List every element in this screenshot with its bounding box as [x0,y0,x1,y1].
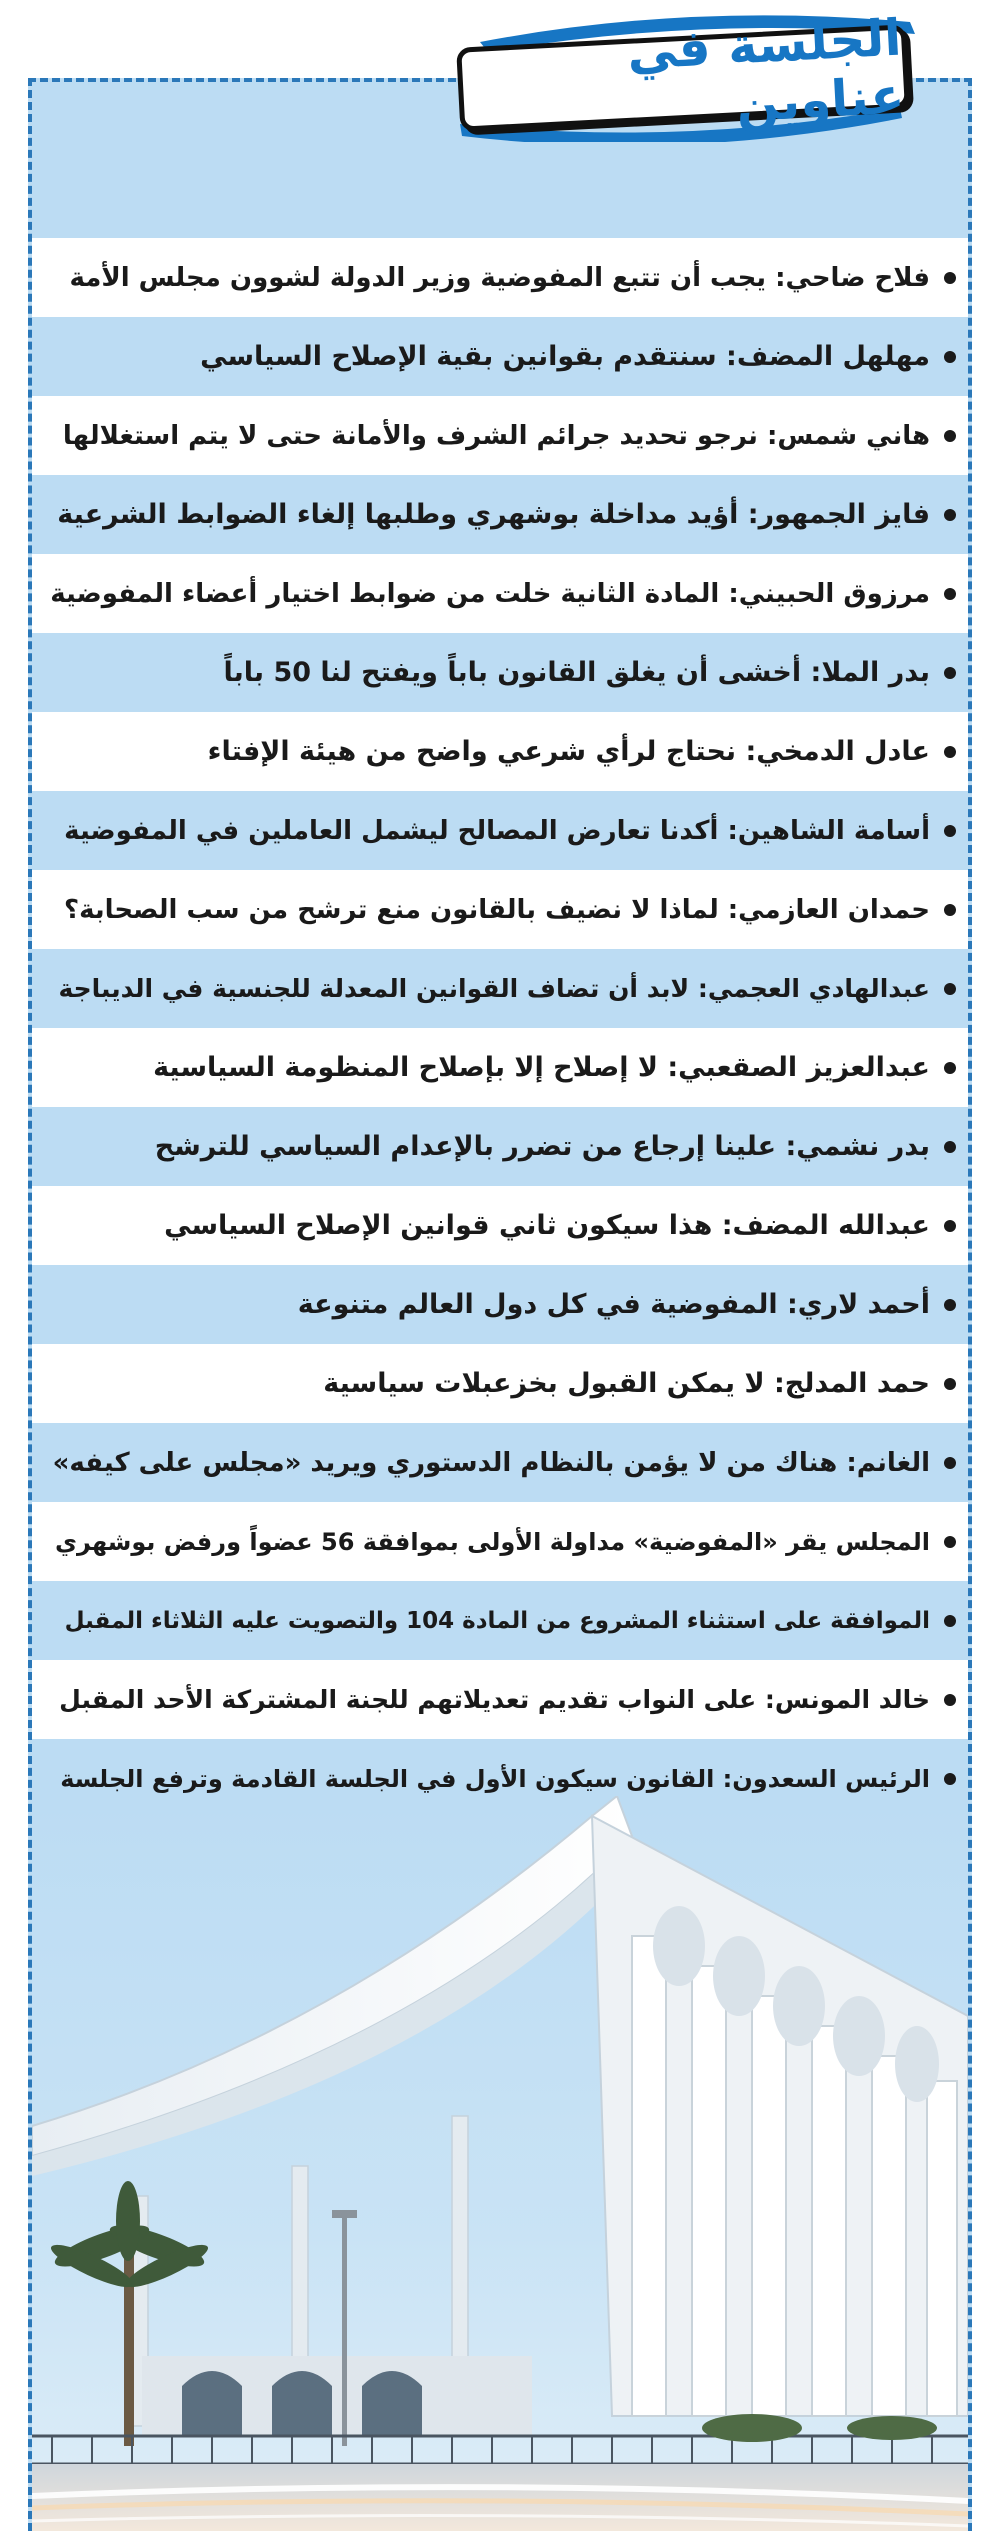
bullet-icon [944,588,956,600]
bullet-icon [944,1378,956,1390]
bullet-icon [944,904,956,916]
title-badge [440,8,930,142]
bullet-icon [944,825,956,837]
headline-row [32,396,968,475]
headline-row [32,1028,968,1107]
headline-row [32,317,968,396]
headline-row [32,870,968,949]
headline-text: الغانم: هناك من لا يؤمن بالنظام الدستوري ويريد «مجلس على كيفه» [52,1447,930,1478]
headline-row [32,238,968,317]
headline-text: أسامة الشاهين: أكدنا تعارض المصالح ليشمل العاملين في المفوضية [64,815,930,846]
headline-text: بدر الملا: أخشى أن يغلق القانون باباً ويفتح لنا 50 باباً [223,657,930,688]
bullet-icon [944,1220,956,1232]
bullet-icon [944,430,956,442]
bullet-icon [944,351,956,363]
bullet-icon [944,1457,956,1469]
bullet-icon [944,746,956,758]
headline-row [32,554,968,633]
headline-text: خالد المونس: على النواب تقديم تعديلاتهم للجنة المشتركة الأحد المقبل [59,1685,930,1714]
bullet-icon [944,1062,956,1074]
headline-text: عبدالهادي العجمي: لابد أن تضاف القوانين المعدلة للجنسية في الديباجة [58,974,930,1003]
headline-text: فلاح ضاحي: يجب أن تتبع المفوضية وزير الدولة لشوون مجلس الأمة [69,262,930,293]
headline-text: أحمد لاري: المفوضية في كل دول العالم متنوعة [297,1289,930,1320]
title-box [456,8,910,134]
bullet-icon [944,1141,956,1153]
headline-row [32,1581,968,1660]
headline-row [32,949,968,1028]
headline-row [32,1265,968,1344]
headline-row [32,1344,968,1423]
bullet-icon [944,1773,956,1785]
headline-text: حمدان العازمي: لماذا لا نضيف بالقانون منع ترشح من سب الصحابة؟ [64,894,930,925]
headline-row [32,475,968,554]
headline-text: عبدالعزيز الصقعبي: لا إصلاح إلا بإصلاح المنظومة السياسية [153,1052,930,1083]
bullet-icon [944,1615,956,1627]
headline-text: هاني شمس: نرجو تحديد جرائم الشرف والأمانة حتى لا يتم استغلالها [62,420,930,451]
headline-row [32,712,968,791]
bullet-icon [944,1536,956,1548]
headline-text: حمد المدلج: لا يمكن القبول بخزعبلات سياسية [323,1368,930,1399]
headline-row [32,1423,968,1502]
headline-text: عبدالله المضف: هذا سيكون ثاني قوانين الإصلاح السياسي [164,1210,930,1241]
headline-text: عادل الدمخي: نحتاج لرأي شرعي واضح من هيئة الإفتاء [207,736,930,767]
national-assembly-photo [32,1796,968,2531]
bullet-icon [944,1694,956,1706]
headline-list [32,238,968,1818]
page-title: الجلسة في عناوين [625,8,906,134]
headline-row [32,633,968,712]
headline-row [32,1186,968,1265]
headline-text: المجلس يقر «المفوضية» مداولة الأولى بموافقة 56 عضواً ورفض بوشهري [55,1527,930,1556]
headline-text: مرزوق الحبيني: المادة الثانية خلت من ضوابط اختيار أعضاء المفوضية [50,578,930,609]
building-illustration [32,1796,968,2531]
headline-text: فايز الجمهور: أؤيد مداخلة بوشهري وطلبها إلغاء الضوابط الشرعية [57,499,930,530]
bullet-icon [944,667,956,679]
bullet-icon [944,1299,956,1311]
bullet-icon [944,272,956,284]
headline-text: الموافقة على استثناء المشروع من المادة 104 والتصويت عليه الثلاثاء المقبل [64,1607,930,1634]
headline-row [32,791,968,870]
headline-row [32,1107,968,1186]
bullet-icon [944,983,956,995]
headline-row [32,1660,968,1739]
bullet-icon [944,509,956,521]
headline-text: بدر نشمي: علينا إرجاع من تضرر بالإعدام السياسي للترشح [154,1131,930,1162]
headline-text: الرئيس السعدون: القانون سيكون الأول في الجلسة القادمة وترفع الجلسة [60,1764,930,1793]
headline-text: مهلهل المضف: سنتقدم بقوانين بقية الإصلاح السياسي [200,341,930,372]
headline-row [32,1502,968,1581]
